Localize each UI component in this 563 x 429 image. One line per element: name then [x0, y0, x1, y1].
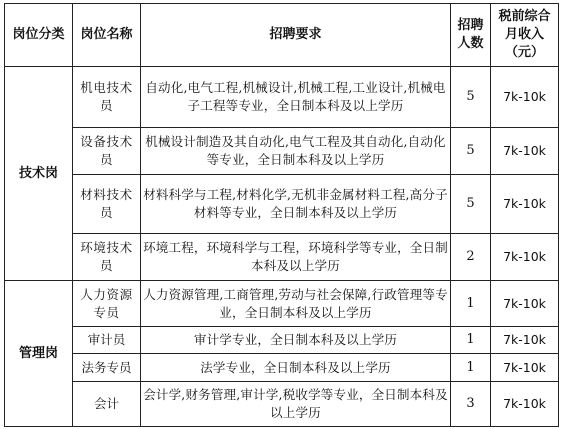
requirements-cell: 环境工程，环境科学与工程，环境科学等专业，全日制本科及以上学历: [141, 234, 451, 281]
category-technical: 技术岗: [5, 67, 73, 281]
requirements-cell: 审计学专业，全日制本科及以上学历: [141, 327, 451, 354]
header-requirements: 招聘要求: [141, 4, 451, 67]
position-cell: 审计员: [73, 327, 141, 354]
salary-cell: 7k-10k: [491, 128, 559, 175]
table-row: [5, 327, 559, 354]
table-row: [5, 382, 559, 427]
position-cell: 材料技术员: [73, 175, 141, 234]
count-cell: 5: [451, 175, 491, 234]
recruitment-table-container: [4, 3, 559, 427]
count-cell: 1: [451, 354, 491, 382]
requirements-cell: 机械设计制造及其自动化,电气工程及其自动化,自动化等专业，全日制本科及以上学历: [141, 128, 451, 175]
salary-cell: 7k-10k: [491, 67, 559, 128]
requirements-cell: 会计学,财务管理,审计学,税收学等专业，全日制本科及以上学历: [141, 382, 451, 427]
table-row: [5, 175, 559, 234]
count-cell: 5: [451, 67, 491, 128]
position-cell: 人力资源专员: [73, 281, 141, 327]
header-count: 招聘人数: [451, 4, 491, 67]
salary-cell: 7k-10k: [491, 234, 559, 281]
requirements-cell: 材料科学与工程,材料化学,无机非金属材料工程,高分子材料等专业，全日制本科及以上学历: [141, 175, 451, 234]
salary-cell: 7k-10k: [491, 382, 559, 427]
salary-cell: 7k-10k: [491, 281, 559, 327]
position-cell: 设备技术员: [73, 128, 141, 175]
requirements-cell: 人力资源管理,工商管理,劳动与社会保障,行政管理等专业，全日制本科及以上学历: [141, 281, 451, 327]
position-cell: 机电技术员: [73, 67, 141, 128]
table-row: [5, 128, 559, 175]
header-salary: 税前综合月收入（元）: [491, 4, 559, 67]
salary-cell: 7k-10k: [491, 354, 559, 382]
count-cell: 2: [451, 234, 491, 281]
requirements-cell: 法学专业，全日制本科及以上学历: [141, 354, 451, 382]
count-cell: 1: [451, 327, 491, 354]
salary-cell: 7k-10k: [491, 327, 559, 354]
count-cell: 3: [451, 382, 491, 427]
table-header-row: [5, 4, 559, 67]
table-row: [5, 354, 559, 382]
requirements-cell: 自动化,电气工程,机械设计,机械工程,工业设计,机械电子工程等专业，全日制本科及以上学历: [141, 67, 451, 128]
salary-cell: 7k-10k: [491, 175, 559, 234]
category-management: 管理岗: [5, 281, 73, 427]
count-cell: 5: [451, 128, 491, 175]
recruitment-table: [4, 3, 559, 427]
position-cell: 会计: [73, 382, 141, 427]
table-row: [5, 281, 559, 327]
header-category: 岗位分类: [5, 4, 73, 67]
position-cell: 法务专员: [73, 354, 141, 382]
position-cell: 环境技术员: [73, 234, 141, 281]
table-row: [5, 67, 559, 128]
table-row: [5, 234, 559, 281]
header-position: 岗位名称: [73, 4, 141, 67]
count-cell: 1: [451, 281, 491, 327]
